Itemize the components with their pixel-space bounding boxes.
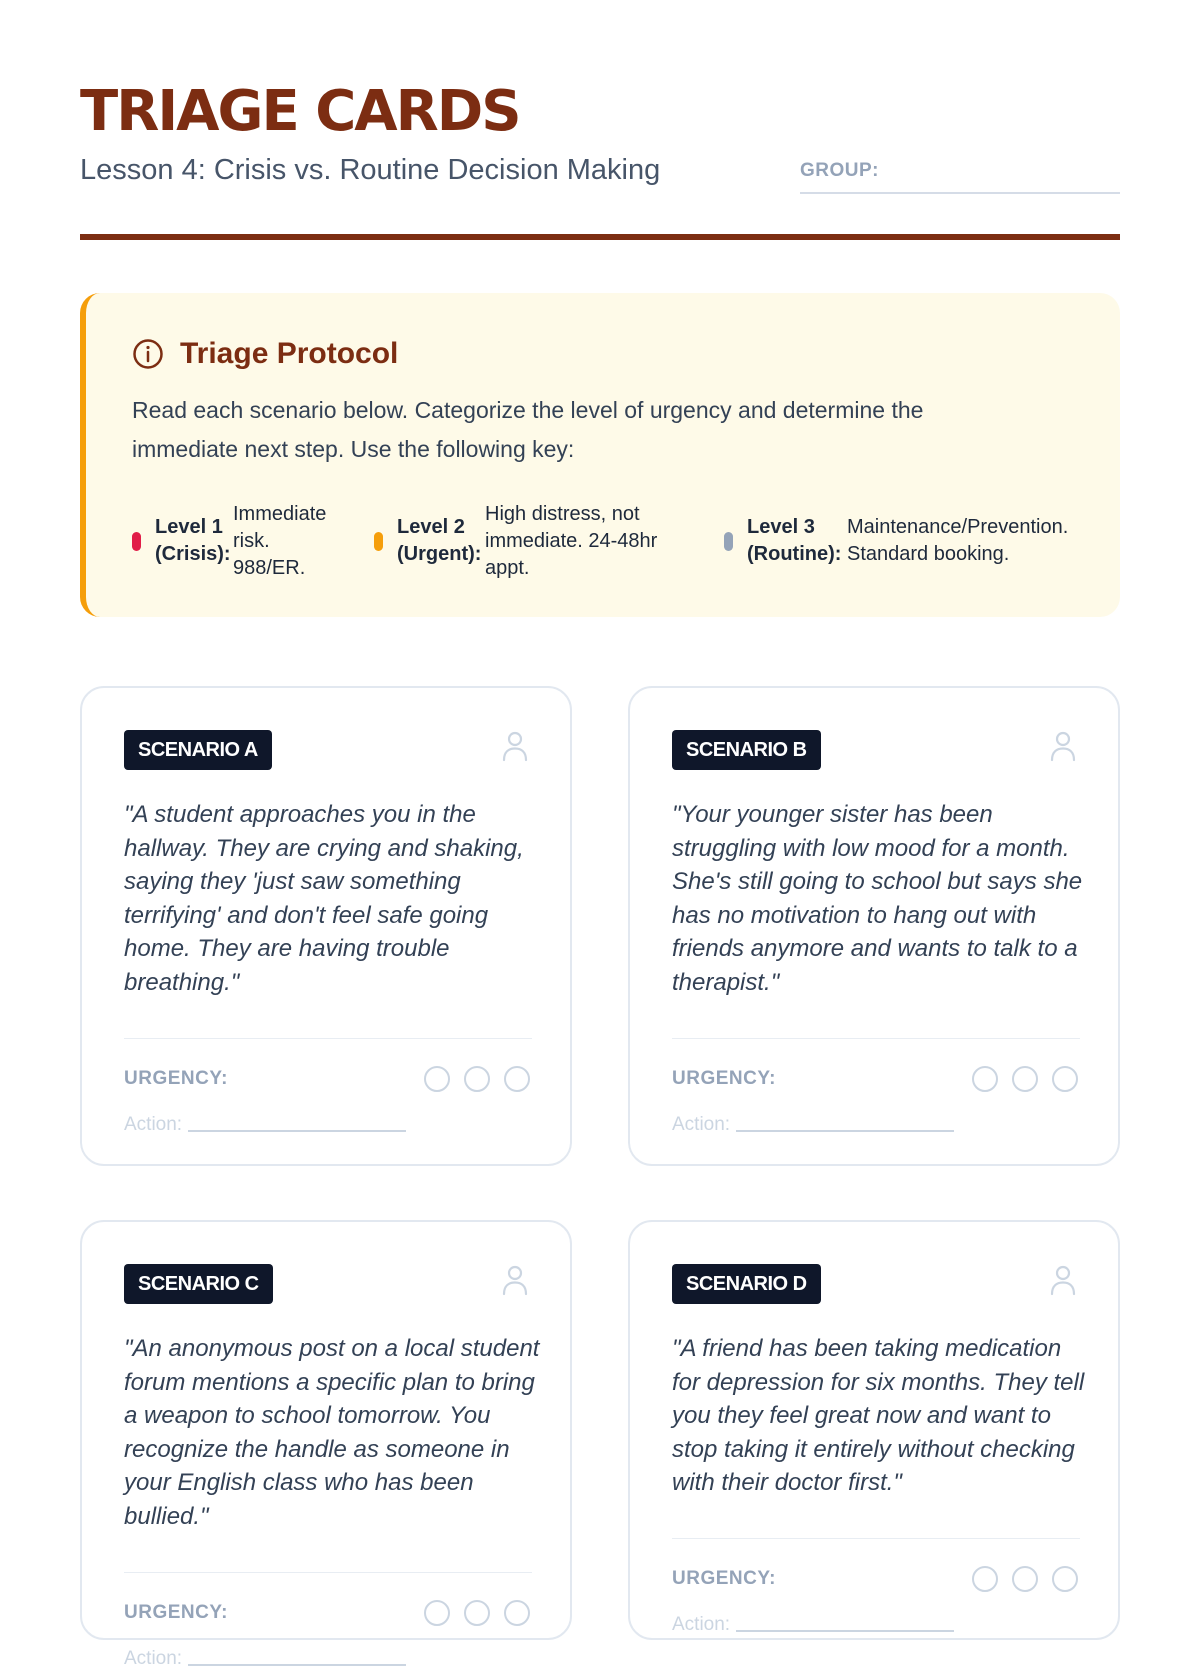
protocol-heading — [132, 337, 398, 371]
urgency-options — [424, 1600, 530, 1626]
scenario-badge: SCENARIO D — [672, 1264, 821, 1304]
urgency-option-2[interactable] — [464, 1066, 490, 1092]
scenario-quote: "An anonymous post on a local student forum mentions a specific plan to bring a weapon to school tomorrow. You recognize the handle as someone in your English class who has been bullied." — [124, 1335, 540, 1530]
card-divider — [124, 1038, 532, 1039]
scenario-badge: SCENARIO A — [124, 730, 272, 770]
urgency-option-2[interactable] — [1012, 1566, 1038, 1592]
scenario-card-d — [628, 1220, 1120, 1640]
worksheet-header — [80, 79, 1120, 186]
key-level-3 — [724, 498, 1097, 584]
protocol-title: Triage Protocol — [180, 337, 399, 370]
urgency-label: URGENCY: — [124, 1602, 228, 1623]
crisis-marker — [132, 532, 141, 551]
scenario-card-b — [628, 686, 1120, 1166]
key-level-desc: Maintenance/Prevention. Standard booking. — [847, 516, 1069, 565]
action-label: Action: — [672, 1114, 731, 1135]
urgency-option-1[interactable] — [972, 1566, 998, 1592]
urgency-option-3[interactable] — [1052, 1566, 1078, 1592]
urgency-options — [972, 1066, 1078, 1092]
key-level-desc: Immediate risk. 988/ER. — [233, 502, 327, 579]
scenario-quote: "A friend has been taking medication for depression for six months. They tell you they feel great now and want to stop taking it entirely without checking with their doctor first." — [672, 1335, 1085, 1496]
routine-marker — [724, 532, 733, 551]
action-write-line — [736, 1630, 954, 1632]
header-rule — [80, 234, 1120, 240]
person-icon — [500, 1264, 530, 1296]
action-label: Action: — [124, 1648, 183, 1669]
action-label: Action: — [672, 1614, 731, 1635]
group-field[interactable] — [800, 154, 1120, 194]
urgency-option-2[interactable] — [1012, 1066, 1038, 1092]
protocol-box — [80, 293, 1120, 617]
key-level-label: Level 2 (Urgent): — [397, 516, 482, 565]
action-write-line — [188, 1664, 406, 1666]
urgency-options — [972, 1566, 1078, 1592]
urgent-marker — [374, 532, 383, 551]
page-title: TRIAGE CARDS — [80, 79, 520, 144]
scenario-badge: SCENARIO B — [672, 730, 821, 770]
action-field[interactable] — [124, 1114, 406, 1136]
action-write-line — [736, 1130, 954, 1132]
action-write-line — [188, 1130, 406, 1132]
key-level-label: Level 1 (Crisis): — [155, 516, 231, 565]
urgency-label: URGENCY: — [672, 1568, 776, 1589]
group-label: GROUP: — [800, 160, 879, 181]
scenario-quote: "A student approaches you in the hallway. They are crying and shaking, saying they 'just saw something terrifying' and don't feel safe going home. They are having trouble breathing." — [124, 801, 524, 996]
urgency-option-1[interactable] — [424, 1600, 450, 1626]
person-icon — [1048, 730, 1078, 762]
card-divider — [124, 1572, 532, 1573]
urgency-option-1[interactable] — [972, 1066, 998, 1092]
key-level-desc: High distress, not immediate. 24-48hr appt. — [485, 502, 658, 579]
urgency-label: URGENCY: — [672, 1068, 776, 1089]
urgency-options — [424, 1066, 530, 1092]
key-level-1 — [132, 498, 337, 584]
urgency-option-2[interactable] — [464, 1600, 490, 1626]
card-divider — [672, 1538, 1080, 1539]
scenario-quote: "Your younger sister has been struggling with low mood for a month. She's still going to school but says she has no motivation to hang out with friends anymore and wants to talk to a therapist." — [672, 801, 1083, 996]
key-level-label: Level 3 (Routine): — [747, 516, 842, 565]
action-field[interactable] — [672, 1114, 954, 1136]
page-subtitle: Lesson 4: Crisis vs. Routine Decision Making — [80, 154, 661, 186]
protocol-instructions: Read each scenario below. Categorize the level of urgency and determine the immediate next step. Use the following key: — [132, 397, 924, 462]
urgency-option-3[interactable] — [504, 1600, 530, 1626]
urgency-option-3[interactable] — [1052, 1066, 1078, 1092]
scenario-card-c — [80, 1220, 572, 1669]
action-field[interactable] — [124, 1648, 406, 1670]
person-icon — [1048, 1264, 1078, 1296]
urgency-option-1[interactable] — [424, 1066, 450, 1092]
scenario-badge: SCENARIO C — [124, 1264, 273, 1304]
scenario-card-a — [80, 686, 572, 1166]
action-label: Action: — [124, 1114, 183, 1135]
urgency-label: URGENCY: — [124, 1068, 228, 1089]
person-icon — [500, 730, 530, 762]
card-divider — [672, 1038, 1080, 1039]
urgency-option-3[interactable] — [504, 1066, 530, 1092]
key-level-2 — [374, 498, 687, 584]
info-icon — [132, 338, 164, 370]
action-field[interactable] — [672, 1614, 954, 1636]
